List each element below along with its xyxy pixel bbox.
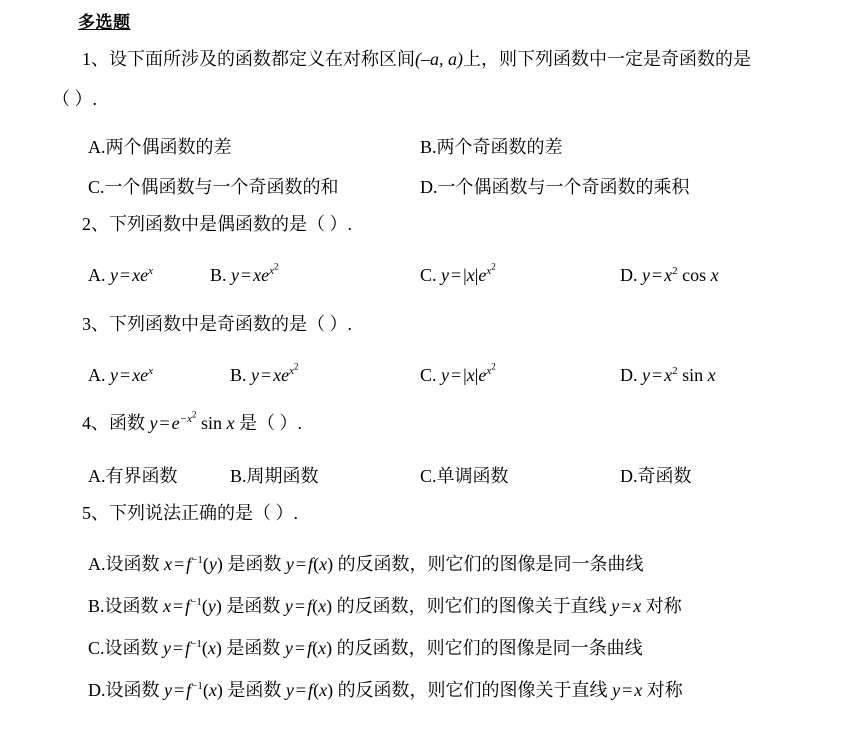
question-4-number: 4、 [82, 413, 109, 433]
question-3-number: 3、 [82, 314, 109, 334]
option-text: 两个奇函数的差 [436, 137, 563, 157]
page-title [78, 8, 131, 33]
question-3-option-c[interactable]: C. $y = |x|e^{x^2}$ [420, 361, 496, 385]
question-2-stem [82, 213, 352, 235]
option-text: 两个偶函数的差 [105, 137, 232, 157]
option-label: A. [88, 137, 106, 157]
question-4-option-d[interactable] [620, 462, 692, 488]
option-suffix: 的反函数，则它们的图像关于直线 [337, 680, 608, 700]
question-1-option-a[interactable] [88, 133, 232, 159]
question-4-stem: 4、函数 $y = e^{-x^2}$ sin x 是（ ）. [82, 409, 302, 433]
option-prefix: 设函数 [105, 680, 160, 700]
question-5-option-a[interactable]: A.设函数 $x = f^{-1}(y)$ 是函数 y = f(x) 的反函数，则它们的图像是同一条曲线 [88, 554, 644, 574]
option-math: y [110, 265, 118, 285]
question-3-stem [82, 313, 352, 335]
question-1-interval: (–a, a) [415, 49, 463, 69]
question-5-stem [82, 502, 298, 524]
question-4-stem-after: 是（ ）. [238, 413, 302, 433]
option-label: B. [230, 466, 247, 486]
option-label: D. [620, 265, 638, 285]
option-tail: 对称 [646, 680, 683, 700]
question-2-number: 2、 [82, 214, 109, 234]
option-text: 有界函数 [105, 466, 178, 486]
option-label: A. [88, 265, 106, 285]
question-5-option-c[interactable]: C.设函数 $y = f^{-1}(x)$ 是函数 y = f(x) 的反函数，则它们的图像是同一条曲线 [88, 638, 643, 658]
option-prefix: 设函数 [105, 554, 160, 574]
question-5-option-d[interactable]: D.设函数 $y = f^{-1}(x)$ 是函数 y = f(x) 的反函数，则它们的图像关于直线 y = x 对称 [88, 680, 683, 700]
option-math: y [642, 365, 650, 385]
question-1-option-b[interactable] [420, 133, 563, 159]
option-label: B. [210, 265, 227, 285]
option-math: y [110, 365, 118, 385]
question-1-answer-blank: （ ）. [52, 89, 97, 109]
option-text: 一个偶函数与一个奇函数的和 [104, 177, 339, 197]
question-1-number: 1、 [82, 49, 109, 69]
question-2-option-b[interactable]: B. $y = xe^{x^2}$ [210, 261, 279, 285]
option-label: D. [620, 365, 638, 385]
question-2-stem-text: 下列函数中是偶函数的是（ ）. [109, 214, 352, 234]
option-label: A. [88, 365, 106, 385]
question-1-stem-before: 设下面所涉及的函数都定义在对称区间 [109, 49, 415, 69]
option-math: y [251, 365, 260, 385]
question-5-stem-text: 下列说法正确的是（ ）. [109, 503, 298, 523]
option-label: D. [620, 466, 638, 486]
question-4-option-c[interactable] [420, 462, 509, 488]
option-prefix: 设函数 [104, 596, 159, 616]
question-3-stem-text: 下列函数中是奇函数的是（ ）. [109, 314, 352, 334]
question-1-stem-after: 上，则下列函数中一定是奇函数的是 [463, 49, 751, 69]
option-label: C. [88, 638, 105, 658]
option-label: B. [230, 365, 247, 385]
option-math: y [642, 265, 650, 285]
option-label: D. [88, 680, 106, 700]
option-text: 一个偶函数与一个奇函数的乘积 [437, 177, 690, 197]
question-5-option-b[interactable]: B.设函数 $x = f^{-1}(y)$ 是函数 y = f(x) 的反函数，则它们的图像关于直线 y = x 对称 [88, 596, 682, 616]
question-4-math: y [149, 413, 158, 433]
question-4-option-b[interactable] [230, 462, 319, 488]
question-2-option-c[interactable]: C. $y = |x|e^{x^2}$ [420, 261, 496, 285]
option-mid: 是函数 [227, 554, 282, 574]
option-label: A. [88, 466, 106, 486]
option-text: 单调函数 [436, 466, 509, 486]
option-mid: 是函数 [227, 680, 282, 700]
option-label: B. [420, 137, 437, 157]
question-5-number: 5、 [82, 503, 109, 523]
option-label: C. [420, 466, 437, 486]
option-math: y [441, 265, 450, 285]
option-mid: 是函数 [226, 638, 281, 658]
question-1-option-d[interactable] [420, 173, 690, 199]
page-title-text: 多选题 [78, 13, 131, 32]
option-label: B. [88, 596, 105, 616]
question-2-option-a[interactable]: A. $y = xe^x$ [88, 265, 154, 285]
option-label: D. [420, 177, 438, 197]
option-tail: 对称 [645, 596, 682, 616]
question-4-option-a[interactable] [88, 462, 178, 488]
option-label: C. [420, 365, 437, 385]
option-label: C. [420, 265, 437, 285]
option-math: y [231, 265, 240, 285]
option-text: 周期函数 [246, 466, 319, 486]
question-1-option-c[interactable] [88, 173, 339, 199]
option-suffix: 的反函数，则它们的图像是同一条曲线 [336, 638, 643, 658]
question-4-stem-before: 函数 [109, 413, 145, 433]
question-3-option-d[interactable]: D. $y = x^2$ sin x [620, 365, 716, 385]
question-3-option-a[interactable]: A. $y = xe^x$ [88, 365, 154, 385]
option-label: A. [88, 554, 106, 574]
option-mid: 是函数 [226, 596, 281, 616]
option-label: C. [88, 177, 105, 197]
option-suffix: 的反函数，则它们的图像是同一条曲线 [337, 554, 644, 574]
option-text: 奇函数 [637, 466, 692, 486]
option-prefix: 设函数 [104, 638, 159, 658]
question-2-option-d[interactable]: D. $y = x^2$ cos x [620, 265, 719, 285]
question-3-option-b[interactable]: B. $y = xe^{x^2}$ [230, 361, 299, 385]
option-suffix: 的反函数，则它们的图像关于直线 [336, 596, 607, 616]
option-math: y [441, 365, 450, 385]
question-1-stem [82, 48, 751, 70]
